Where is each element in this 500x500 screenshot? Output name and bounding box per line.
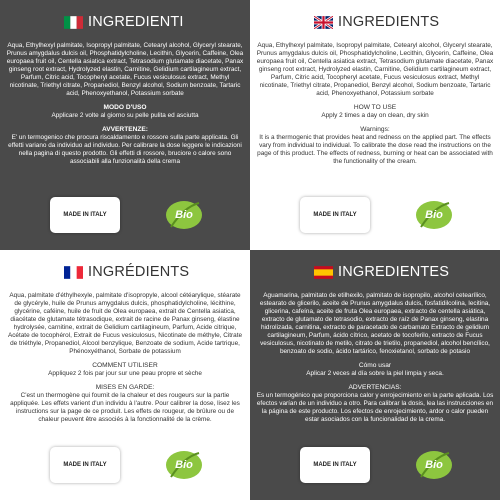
- made-in-italy-label: MADE IN ITALY: [313, 462, 357, 468]
- usage-text: Appliquez 2 fois par jour sur une peau propre et sèche: [48, 370, 202, 377]
- warnings-title: MISES EN GARDE:: [95, 384, 155, 391]
- warnings-title: ADVERTENCIAS:: [348, 384, 402, 391]
- ingredients-text: Aqua, Ethylhexyl palmitate, Isopropyl palmitate, Cetearyl alcohol, Glyceryl stearate, Prunus amygdalus dulcis oil, Phosphatidylcholine, Lecithin, Glycerin, Caffeine, Olea europaea fruit oil, Centella asiatica extract, Tetrasodium glutamate diacetate, Panax ginseng root extract, Hydrolyzed elastin, Carnitine, Gelidium cartilagineum extract, Parfum, Citric acid, Tocopheryl acetate, Fucus vesiculosus extract, Methyl nicotinate, Triethyl citrate, Propanediol, Benzyl alcohol, Sodium benzoate, Tartaric acid, Phenoxyethanol, Potassium sorbate: [256, 42, 494, 97]
- france-flag-icon: [64, 266, 83, 279]
- badges-row: [300, 196, 455, 234]
- uk-flag-icon: [314, 16, 333, 29]
- panel-title: INGREDIENTS: [338, 14, 440, 30]
- panel-spanish: [250, 250, 500, 500]
- warnings-title: AVVERTENZE:: [101, 126, 149, 133]
- spain-flag-icon: [314, 266, 333, 279]
- bio-leaf-icon: [413, 197, 455, 233]
- panel-title: INGREDIENTES: [338, 264, 450, 280]
- warnings-text: It is a thermogenic that provides heat and redness on the applied part. The effects vary from individual to individual. To calibrate the dose read the instructions on the page of this product. The effects of redness, burning or heat can be associated with the functionality of the cream.: [257, 134, 493, 165]
- panel-header: [256, 262, 494, 282]
- usage-text: Apply 2 times a day on clean, dry skin: [321, 112, 429, 119]
- panel-title: INGRÉDIENTS: [88, 264, 190, 280]
- usage-text: Aplicar 2 veces al día sobre la piel limpia y seca.: [306, 370, 444, 377]
- warnings-title: Warnings:: [360, 126, 390, 133]
- bio-label: Bio: [175, 459, 193, 471]
- usage-title: MODO D'USO: [103, 104, 147, 111]
- made-in-italy-label: MADE IN ITALY: [63, 462, 107, 468]
- bio-label: Bio: [175, 209, 193, 221]
- ingredients-text: Aqua, Ethylhexyl palmitate, Isopropyl palmitate, Cetearyl alcohol, Glyceryl stearate, Prunus amygdalus dulcis oil, Phosphatidylcholine, Lecithin, Glycerin, Caffeine, Olea europaea fruit oil, Centella asiatica extract, Tetrasodium glutamate diacetate, Panax ginseng root extract, Hydrolyzed elastin, Carnitine, Gelidium cartilagineum extract, Parfum, Citric acid, Tocopheryl acetate, Fucus vesiculosus extract, Methyl nicotinate, Triethyl citrate, Propanediol, Benzyl alcohol, Sodium benzoate, Tartaric acid, Phenoxyethanol, Potassium sorbate: [6, 42, 244, 97]
- made-in-italy-label: MADE IN ITALY: [63, 212, 107, 218]
- badges-row: [50, 196, 205, 234]
- panel-title: INGREDIENTI: [88, 14, 184, 30]
- panel-french: [0, 250, 250, 500]
- usage-title: COMMENT UTILISER: [92, 362, 158, 369]
- bio-leaf-icon: [413, 447, 455, 483]
- usage-text: Applicare 2 volte al giorno su pelle pulita ed asciutta: [51, 112, 199, 119]
- made-in-italy-badge: [50, 447, 120, 483]
- bio-leaf-icon: [163, 447, 205, 483]
- made-in-italy-badge: [300, 197, 370, 233]
- made-in-italy-label: MADE IN ITALY: [313, 212, 357, 218]
- warnings-text: Es un termogénico que proporciona calor y enrojecimiento en la parte aplicada. Los efectos varían de un individuo a otro. Para calibrar la dosis, lea las instrucciones en la página de este producto. Los efectos de enrojecimiento, ardor o calor pueden estar asociados con la funcionalidad de la crema.: [256, 392, 494, 423]
- badges-row: [300, 446, 455, 484]
- panel-italian: [0, 0, 250, 250]
- badges-row: [50, 446, 205, 484]
- bio-label: Bio: [425, 459, 443, 471]
- panel-header: [256, 12, 494, 32]
- bio-label: Bio: [425, 209, 443, 221]
- made-in-italy-badge: [300, 447, 370, 483]
- bio-leaf-icon: [163, 197, 205, 233]
- panel-english: [250, 0, 500, 250]
- ingredients-text: Aqua, palmitate d'éthylhexyle, palmitate d'isopropyle, alcool cétéarylique, stéarate de glycéryle, huile de Prunus amygdalus dulcis, phosphatidylcholine, lécithine, glycérine, caféine, huile de fruit de Olea europaea, extrait de Centella asiatica, diacétate de glutamate tétrasodique, extrait de racine de Panax ginseng, élastine hydrolysée, carnitine, extrait de Gelidium cartilagineum, Parfum, Acide citrique, Acétate de tocophérol, Extrait de Fucus vesiculosus, Nicotinate de méthyle, Citrate de triéthyle, Propanediol, Alcool benzylique, Benzoate de sodium, Acide tartrique, Phénoxyéthanol, Sorbate de potassium: [7, 292, 243, 355]
- panel-header: [6, 262, 244, 282]
- warnings-text: E' un termogenico che procura riscaldamento e rossore sulla parte applicata. Gli effetti variano da individuo ad individuo. Per calibrare la dose leggere le indicazioni nella pagina di questo prodotto. Gli effetti di rossore, bruciore o calore sono associabili alla funzionalità della crema: [8, 134, 242, 165]
- warnings-text: C'est un thermogène qui fournit de la chaleur et des rougeurs sur la partie appliquée. Les effets varient d'un individu à l'autre. Pour calibrer la dose, lisez les instructions sur la page de ce produit. Les effets de rougeur, de brûlure ou de chaleur peuvent être associés à la fonctionnalité de la crème.: [10, 392, 240, 423]
- made-in-italy-badge: [50, 197, 120, 233]
- panel-header: [6, 12, 244, 32]
- ingredients-text: Aguamarina, palmitato de etilhexilo, palmitato de isopropilo, alcohol cetearílico, estearato de glicerilo, aceite de Prunus amygdalus dulcis, fosfatidilcolina, lecitina, glicerina, cafeína, aceite de fruta Olea europaea, extracto de centella asiática, extracto de glutamato de tetrasodio, extracto de raíz de Panax ginseng, elastina hidrolizada, carnitina, extracto de paracetado de carbamato Extracto de gelidium cartilagineum, Parfum, ácido cítrico, acetato de tocoferilo, extracto de Fucus vesiculosus, nicotinato de metilo, citrato de trietilo, propanediol, alcohol bencílico, benzoato de sodio, ácido tartárico, fenoxietanol, sorbato de potasio: [259, 292, 491, 355]
- italy-flag-icon: [64, 16, 83, 29]
- usage-title: Cómo usar: [358, 362, 392, 369]
- usage-title: HOW TO USE: [353, 104, 397, 111]
